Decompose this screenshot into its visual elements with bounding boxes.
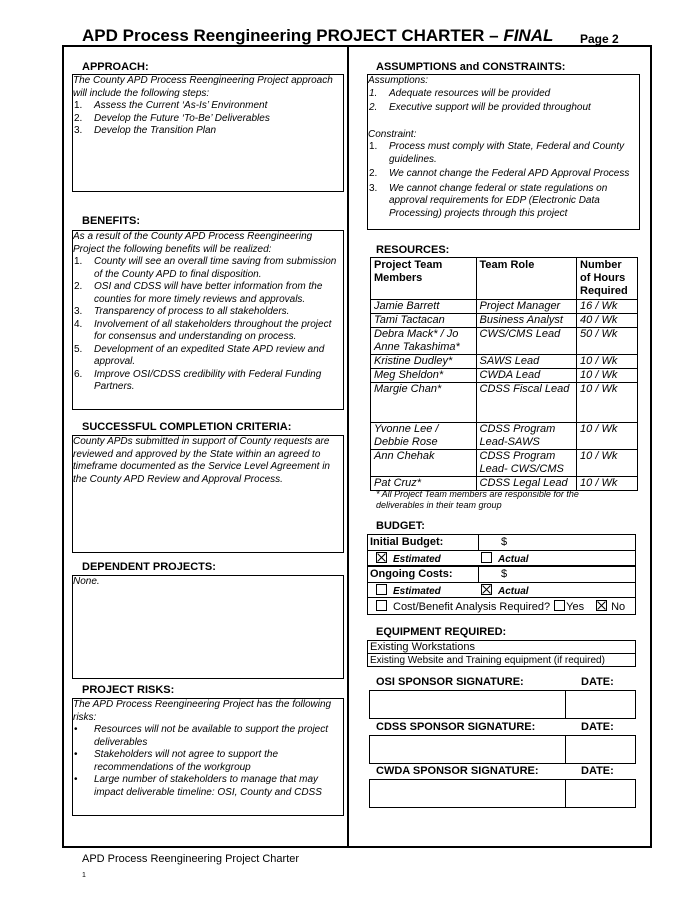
list-item: • Stakeholders will not agree to support the recommendations of the workgroup xyxy=(74,749,278,773)
document-title xyxy=(82,26,553,46)
list-item: 1. Adequate resources will be provided xyxy=(369,87,551,99)
initial-budget-type-row xyxy=(367,550,636,566)
osi-date-label: DATE: xyxy=(581,676,614,688)
actual-label: Actual xyxy=(498,586,529,597)
resources-note: * All Project Team members are responsible for the deliverables in their team group xyxy=(376,489,579,510)
footnote-marker: 1 xyxy=(82,872,86,879)
cdss-date-box[interactable] xyxy=(565,735,636,764)
estimated-checkbox-checked[interactable] xyxy=(376,552,387,563)
budget-heading: BUDGET: xyxy=(376,520,425,532)
actual-checkbox-checked[interactable] xyxy=(481,584,492,595)
table-row: Ann Chehak CDSS Program Lead- CWS/CMS 10 / Wk xyxy=(371,450,638,477)
table-row: Tami Tactacan Business Analyst 40 / Wk xyxy=(371,314,638,328)
cdss-signature-label: CDSS SPONSOR SIGNATURE: xyxy=(376,721,536,733)
table-row: Yvonne Lee / Debbie Rose CDSS Program Lead-SAWS 10 / Wk xyxy=(371,423,638,450)
list-item: 3. We cannot change federal or state regulations on approval requirements for EDP (Electronic Data Processing) projects through this project xyxy=(369,182,608,219)
column-divider xyxy=(347,45,349,848)
list-item: 5. Development of an expedited State APD review and approval. xyxy=(74,343,325,367)
equipment-item: Existing Workstations xyxy=(367,640,636,654)
resources-heading: RESOURCES: xyxy=(376,244,450,256)
list-item: 4. Involvement of all stakeholders throughout the project for consensus and understanding on process. xyxy=(74,318,332,342)
equipment-item: Existing Website and Training equipment (if required) xyxy=(367,653,636,667)
resources-table xyxy=(370,257,638,491)
assumptions-label: Assumptions: xyxy=(368,75,429,86)
ongoing-type-row xyxy=(367,582,636,598)
approach-box xyxy=(72,74,344,192)
column-header: Number of Hours Required xyxy=(577,258,638,300)
completion-box xyxy=(72,435,344,553)
initial-budget-value: $ xyxy=(478,534,636,551)
ongoing-costs-value: $ xyxy=(478,566,636,583)
page-number: Page 2 xyxy=(580,32,619,46)
list-item: 2. We cannot change the Federal APD Approval Process xyxy=(369,168,630,179)
footer-text: APD Process Reengineering Project Charter xyxy=(82,853,300,865)
initial-budget-label: Initial Budget: xyxy=(367,534,479,551)
list-item: 2. Develop the Future ‘To-Be’ Deliverables xyxy=(74,112,270,124)
table-row: Pat Cruz* CDSS Legal Lead 10 / Wk xyxy=(371,477,638,491)
approach-intro: The County APD Process Reengineering Project approach will include the following steps: xyxy=(73,75,333,99)
assumptions-heading: ASSUMPTIONS and CONSTRAINTS: xyxy=(376,61,566,73)
actual-label: Actual xyxy=(498,554,529,565)
constraint-label: Constraint: xyxy=(368,128,417,140)
title-final: FINAL xyxy=(503,26,554,45)
cwda-signature-box[interactable] xyxy=(369,779,566,808)
list-item: 6. Improve OSI/CDSS credibility with Federal Funding Partners. xyxy=(74,368,322,392)
title-main: APD Process Reengineering PROJECT CHARTER – xyxy=(82,26,504,45)
dependent-text: None. xyxy=(73,576,100,587)
list-item: 3. Develop the Transition Plan xyxy=(74,125,217,136)
column-header: Team Role xyxy=(476,258,577,300)
constraints-list xyxy=(368,141,639,220)
cba-checkbox[interactable] xyxy=(376,600,387,611)
estimated-label: Estimated xyxy=(393,586,441,597)
approach-heading: APPROACH: xyxy=(82,61,149,73)
list-item: 3. Transparency of process to all stakeholders. xyxy=(74,306,290,317)
osi-signature-label: OSI SPONSOR SIGNATURE: xyxy=(376,676,524,688)
list-item: • Large number of stakeholders to manage that may impact deliverable timeline: OSI, County and CDSS xyxy=(74,774,322,798)
cdss-signature-box[interactable] xyxy=(369,735,566,764)
cba-row xyxy=(367,597,636,615)
cba-label: Cost/Benefit Analysis Required? xyxy=(393,601,551,613)
list-item: 2. Executive support will be provided throughout xyxy=(369,102,591,113)
list-item: 1. Process must comply with State, Federal and County guidelines. xyxy=(369,141,625,165)
table-row: Margie Chan* CDSS Fiscal Lead 10 / Wk xyxy=(371,383,638,423)
table-row: Kristine Dudley* SAWS Lead 10 / Wk xyxy=(371,355,638,369)
cwda-date-label: DATE: xyxy=(581,765,614,777)
assumptions-list xyxy=(368,88,639,115)
completion-text: County APDs submitted in support of County requests are reviewed and approved by the State within an agreed to timeframe documented as the Service Level Agreement in the County APD Review and Approval Process. xyxy=(73,436,330,485)
benefits-list xyxy=(73,256,343,394)
osi-date-box[interactable] xyxy=(565,690,636,719)
list-item: 2. OSI and CDSS will have better information from the counties for more timely reviews and approvals. xyxy=(74,281,323,305)
risks-heading: PROJECT RISKS: xyxy=(82,684,175,696)
benefits-heading: BENEFITS: xyxy=(82,215,141,227)
dependent-box xyxy=(72,575,344,679)
assumptions-box xyxy=(367,74,640,230)
list-item: 1. Assess the Current ‘As-Is’ Environment xyxy=(74,100,268,111)
risks-box xyxy=(72,698,344,816)
risks-intro: The APD Process Reengineering Project has the following risks: xyxy=(73,699,332,723)
cba-no-checkbox-checked[interactable] xyxy=(596,600,607,611)
osi-signature-box[interactable] xyxy=(369,690,566,719)
column-header: Project Team Members xyxy=(371,258,477,300)
benefits-box xyxy=(72,230,344,410)
cba-no-label: No xyxy=(611,601,626,613)
table-row: Jamie Barrett Project Manager 16 / Wk xyxy=(371,300,638,314)
benefits-intro: As a result of the County APD Process Reengineering Project the following benefits will be realized: xyxy=(73,231,313,255)
cwda-signature-label: CWDA SPONSOR SIGNATURE: xyxy=(376,765,539,777)
completion-heading: SUCCESSFUL COMPLETION CRITERIA: xyxy=(82,421,292,433)
estimated-label: Estimated xyxy=(393,554,441,565)
ongoing-costs-label: Ongoing Costs: xyxy=(367,566,479,583)
cba-yes-label: Yes xyxy=(566,601,585,613)
dependent-heading: DEPENDENT PROJECTS: xyxy=(82,561,216,573)
list-item: 1. County will see an overall time saving from submission of the County APD to final disposition. xyxy=(74,256,337,280)
actual-checkbox[interactable] xyxy=(481,552,492,563)
approach-steps xyxy=(73,100,343,138)
table-row: Debra Mack* / Jo Anne Takashima* CWS/CMS Lead 50 / Wk xyxy=(371,328,638,355)
equipment-heading: EQUIPMENT REQUIRED: xyxy=(376,626,507,638)
cba-yes-checkbox[interactable] xyxy=(554,600,565,611)
cwda-date-box[interactable] xyxy=(565,779,636,808)
table-header-row xyxy=(371,258,638,300)
table-row: Meg Sheldon* CWDA Lead 10 / Wk xyxy=(371,369,638,383)
risks-list xyxy=(73,724,343,799)
estimated-checkbox[interactable] xyxy=(376,584,387,595)
cdss-date-label: DATE: xyxy=(581,721,614,733)
list-item: • Resources will not be available to support the project deliverables xyxy=(74,724,329,748)
